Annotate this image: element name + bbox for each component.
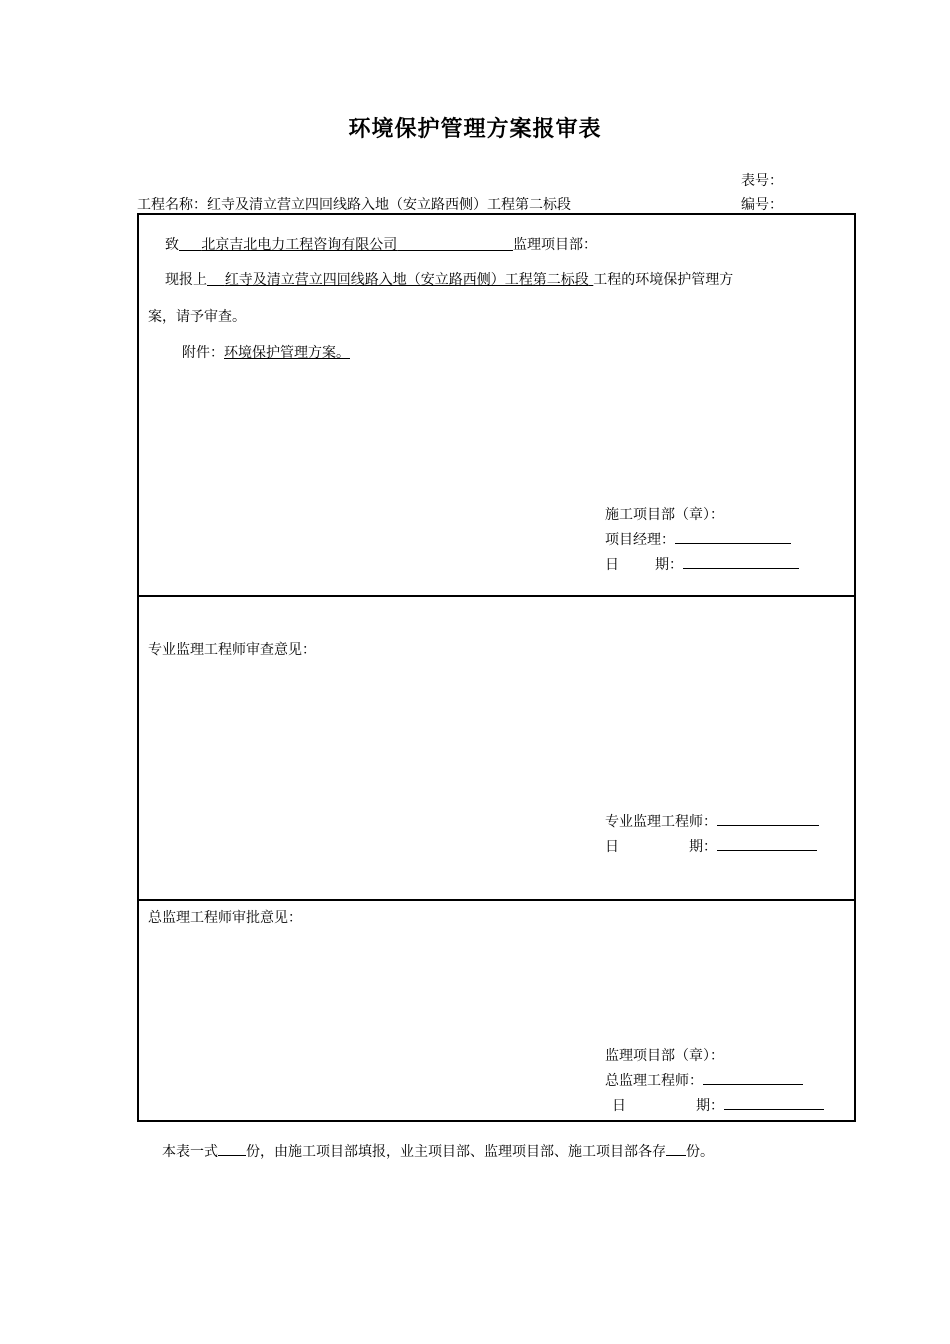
date-line-3 (612, 1095, 824, 1115)
construction-dept-seal: 施工项目部（章）： (605, 507, 724, 523)
specialist-opinion-label: 专业监理工程师审查意见： (148, 642, 316, 658)
section-divider-1 (137, 595, 856, 597)
serial-number-label: 编号： (741, 197, 783, 213)
chief-opinion-label: 总监理工程师审批意见： (148, 910, 302, 926)
date-label-a: 日 (612, 1098, 626, 1114)
specialist-engineer-line (605, 811, 819, 831)
date-label-b: 期： (689, 839, 717, 855)
project-manager-blank[interactable] (675, 529, 791, 544)
addressee-prefix: 致 (165, 237, 179, 253)
date-blank-1[interactable] (683, 554, 799, 569)
report-prefix: 现报上 (165, 272, 207, 288)
project-name-line (137, 194, 571, 214)
supervision-dept-seal: 监理项目部（章）： (605, 1048, 724, 1064)
footer-note (162, 1141, 714, 1161)
project-name-label: 工程名称： (137, 197, 207, 213)
attachment-label: 附件： (182, 345, 224, 361)
date-label-a: 日 (605, 557, 619, 573)
date-label-a: 日 (605, 839, 619, 855)
report-line-2: 案，请予审查。 (148, 309, 246, 325)
chief-engineer-label: 总监理工程师： (605, 1073, 703, 1089)
project-manager-line (605, 529, 791, 549)
attachment-value: 环境保护管理方案。 (224, 345, 350, 361)
table-number-label: 表号： (741, 173, 783, 189)
form-title: 环境保护管理方案报审表 (348, 116, 602, 142)
report-line (165, 269, 733, 289)
chief-engineer-line (605, 1070, 803, 1090)
copies-blank[interactable] (218, 1141, 246, 1156)
copies-each-blank[interactable] (666, 1141, 686, 1156)
addressee-suffix: 监理项目部： (512, 237, 597, 253)
addressee-company: 北京吉北电力工程咨询有限公司 (201, 237, 398, 253)
section-divider-2 (137, 899, 856, 901)
footer-part-1: 本表一式 (162, 1144, 218, 1160)
project-manager-label: 项目经理： (605, 532, 675, 548)
date-line-1 (605, 554, 799, 574)
report-suffix: 工程的环境保护管理方 (593, 272, 734, 288)
date-blank-3[interactable] (724, 1095, 824, 1110)
date-label-b: 期： (696, 1098, 724, 1114)
footer-part-3: 份。 (686, 1144, 714, 1160)
date-label-b: 期： (655, 557, 683, 573)
specialist-engineer-blank[interactable] (717, 811, 819, 826)
footer-part-2: 份，由施工项目部填报，业主项目部、监理项目部、施工项目部各存 (246, 1144, 666, 1160)
specialist-engineer-label: 专业监理工程师： (605, 814, 717, 830)
date-line-2 (605, 836, 817, 856)
chief-engineer-blank[interactable] (703, 1070, 803, 1085)
project-name-value: 红寺及清立营立四回线路入地（安立路西侧）工程第二标段 (207, 197, 571, 213)
attachment-line (182, 342, 350, 362)
report-project: 红寺及清立营立四回线路入地（安立路西侧）工程第二标段 (224, 272, 589, 288)
date-blank-2[interactable] (717, 836, 817, 851)
addressee-line (165, 234, 597, 254)
